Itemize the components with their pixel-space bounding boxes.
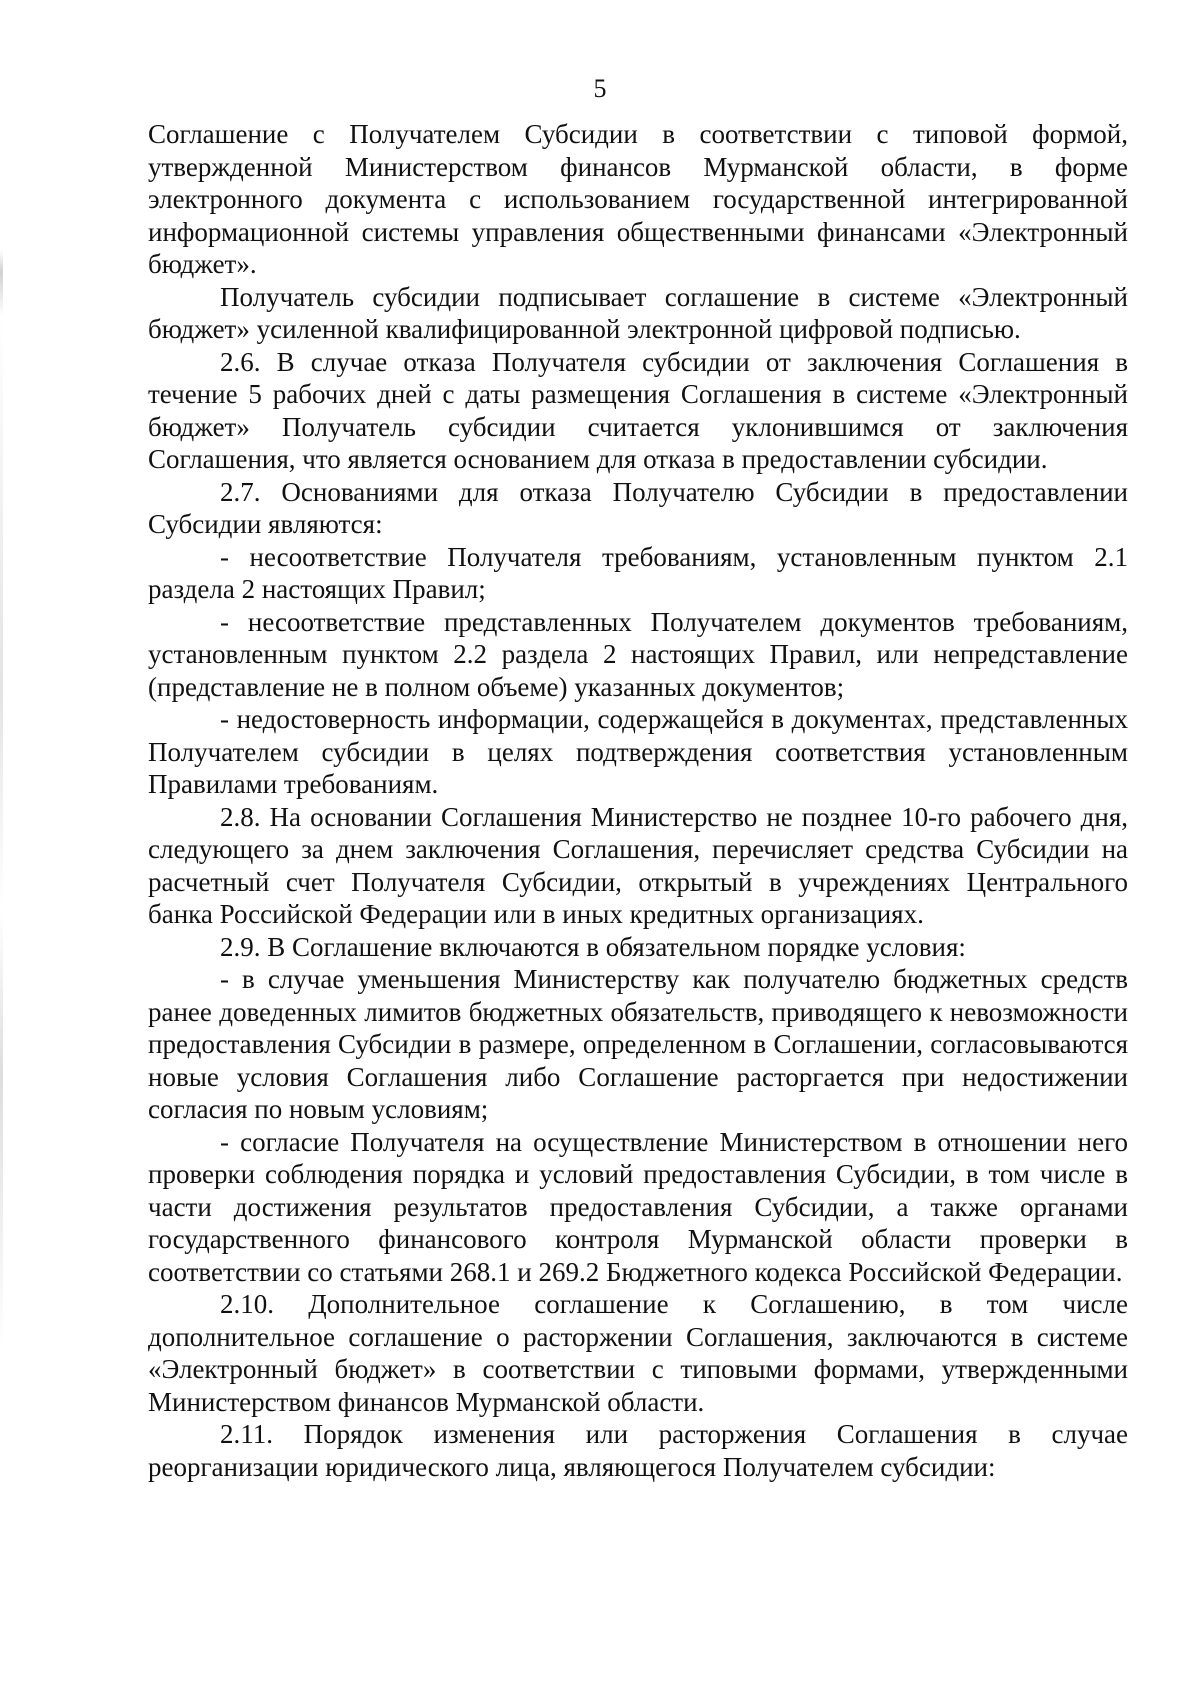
page-number: 5 <box>593 74 607 103</box>
list-item-refusal-2: - несоответствие представленных Получателем документов требованиям, установленным пунктом 2.2 раздела 2 настоящих Правил, или непредставление (представление не в полном объеме) указанных документов; <box>148 606 1128 702</box>
paragraph-2-8: 2.8. На основании Соглашения Министерство не позднее 10-го рабочего дня, следующего за днем заключения Соглашения, перечисляет средства Субсидии на расчетный счет Получателя Субсидии, открытый в учреждениях Центрального банка Российской Федерации или в иных кредитных организациях. <box>148 801 1128 929</box>
paragraph-2-7: 2.7. Основаниями для отказа Получателю Субсидии в предоставлении Субсидии являются: <box>148 476 1128 539</box>
paragraph-signature: Получатель субсидии подписывает соглашение в системе «Электронный бюджет» усиленной квалифицированной электронной цифровой подписью. <box>148 281 1128 344</box>
list-item-refusal-3: - недостоверность информации, содержащейся в документах, представленных Получателем субсидии в целях подтверждения соответствия установленным Правилами требованиям. <box>148 704 1128 799</box>
paragraph-2-6: 2.6. В случае отказа Получателя субсидии от заключения Соглашения в течение 5 рабочих дней с даты размещения Соглашения в системе «Электронный бюджет» Получатель субсидии считается уклонившимся от заключения Соглашения, что является основанием для отказа в предоставлении субсидии. <box>148 346 1128 474</box>
document-body <box>148 118 1128 1483</box>
paragraph-2-11: 2.11. Порядок изменения или расторжения Соглашения в случае реорганизации юридического лица, являющегося Получателем субсидии: <box>148 1419 1128 1482</box>
scan-edge-shadow <box>0 250 3 1350</box>
list-item-condition-1: - в случае уменьшения Министерству как получателю бюджетных средств ранее доведенных лимитов бюджетных обязательств, приводящего к невозможности предоставления Субсидии в размере, определенном в Соглашении, согласовываются новые условия Соглашения либо Соглашение расторгается при недостижении согласия по новым условиям; <box>148 964 1128 1124</box>
paragraph-agreement-form: Соглашение с Получателем Субсидии в соответствии с типовой формой, утвержденной Министерством финансов Мурманской области, в форме электронного документа с использованием государственной интегрированной информационной системы управления общественными финансами «Электронный бюджет». <box>148 119 1128 279</box>
list-item-refusal-1: - несоответствие Получателя требованиям, установленным пунктом 2.1 раздела 2 настоящих Правил; <box>148 541 1128 604</box>
list-item-condition-2: - согласие Получателя на осуществление Министерством в отношении него проверки соблюдения порядка и условий предоставления Субсидии, в том числе в части достижения результатов предоставления Субсидии, а также органами государственного финансового контроля Мурманской области проверки в соответствии со статьями 268.1 и 269.2 Бюджетного кодекса Российской Федерации. <box>148 1126 1128 1287</box>
paragraph-2-9: 2.9. В Соглашение включаются в обязательном порядке условия: <box>220 931 966 962</box>
paragraph-2-10: 2.10. Дополнительное соглашение к Соглашению, в том числе дополнительное соглашение о расторжении Соглашения, заключаются в системе «Электронный бюджет» в соответствии с типовыми формами, утвержденными Министерством финансов Мурманской области. <box>148 1289 1128 1417</box>
